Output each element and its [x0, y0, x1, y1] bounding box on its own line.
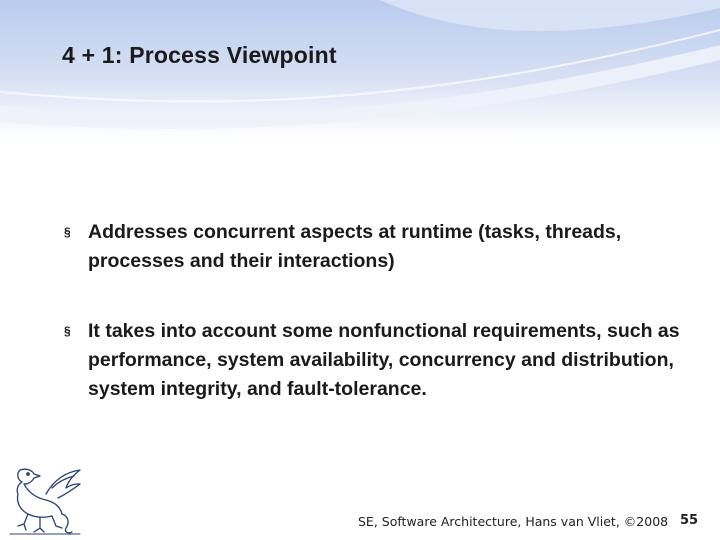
- header-band: [0, 0, 720, 140]
- bullet-list: [64, 218, 684, 445]
- bullet-item: [64, 218, 684, 276]
- footer-citation: SE, Software Architecture, Hans van Vliet, ©2008: [358, 514, 669, 529]
- bullet-marker: §: [64, 225, 71, 239]
- page-number: 55: [680, 513, 699, 528]
- bullet-text: It takes into account some nonfunctional requirements, such as performance, system availability, concurrency and distribution, system integrity, and fault-tolerance.: [88, 320, 680, 400]
- bullet-marker: §: [64, 324, 71, 338]
- header-background: [0, 0, 720, 140]
- slide-title: 4 + 1: Process Viewpoint: [62, 42, 337, 68]
- griffin-logo-icon: [6, 464, 84, 536]
- bullet-text: Addresses concurrent aspects at runtime (tasks, threads, processes and their interactions): [88, 221, 622, 272]
- bullet-item: [64, 317, 684, 404]
